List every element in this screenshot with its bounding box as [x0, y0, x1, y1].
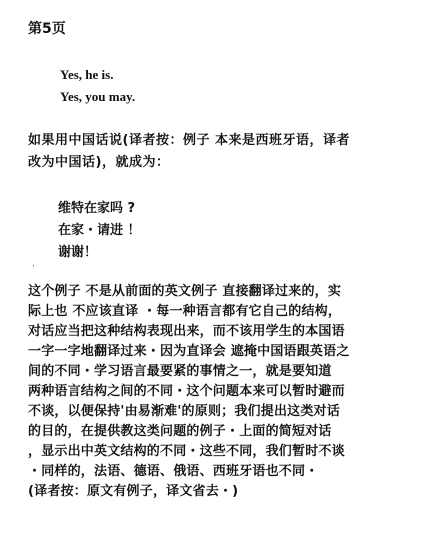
paragraph-line: 间的不同・学习语言最要紧的事情之一，就是要知道: [28, 364, 332, 379]
paragraph-line: 这个例子 不是从前面的英文例子 直接翻译过来的，实: [28, 284, 342, 299]
paragraph-line: 一字一字地翻译过来・因为直译会 遮掩中国语跟英语之: [28, 344, 350, 359]
paragraph-line: 的目的，在提供教这类问题的例子・上面的简短对话: [28, 424, 332, 439]
english-example-line: Yes, you may.: [60, 89, 136, 104]
paragraph-line: 两种语言结构之间的不同・这个问题本来可以暂时避而: [28, 384, 345, 399]
paragraph-line: 不谈，以便保持'由易渐难'的原则；我们提出这类对话: [28, 404, 340, 419]
body-paragraph: [28, 282, 408, 502]
intro-text: [28, 130, 400, 174]
chinese-example-line: 维特在家吗 ?: [58, 201, 136, 216]
paragraph-line: (译者按：原文有例子，译文省去・): [28, 484, 239, 499]
chinese-example-line: 在家・请进 ！: [58, 223, 141, 238]
paragraph-line: 对话应当把这种结构表现出来，而不该用学生的本国语: [28, 324, 345, 339]
paragraph-line: ・同样的，法语、德语、俄语、西班牙语也不同・: [28, 464, 319, 479]
intro-line: 如果用中国话说(译者按：例子 本来是西班牙语，译者: [28, 133, 350, 148]
intro-line: 改为中国话)，就成为：: [28, 155, 170, 170]
chinese-example-line: 谢谢！: [58, 245, 98, 260]
stray-dot-mark: ·: [32, 262, 35, 272]
paragraph-line: 际上也 不应该直译 ・每一种语言都有它自己的结构，: [28, 304, 342, 319]
english-example-line: Yes, he is.: [60, 67, 114, 82]
page-number-label: 第5页: [28, 21, 66, 37]
paragraph-line: ，显示出中英文结构的不同・这些不同，我们暂时不谈: [28, 444, 345, 459]
